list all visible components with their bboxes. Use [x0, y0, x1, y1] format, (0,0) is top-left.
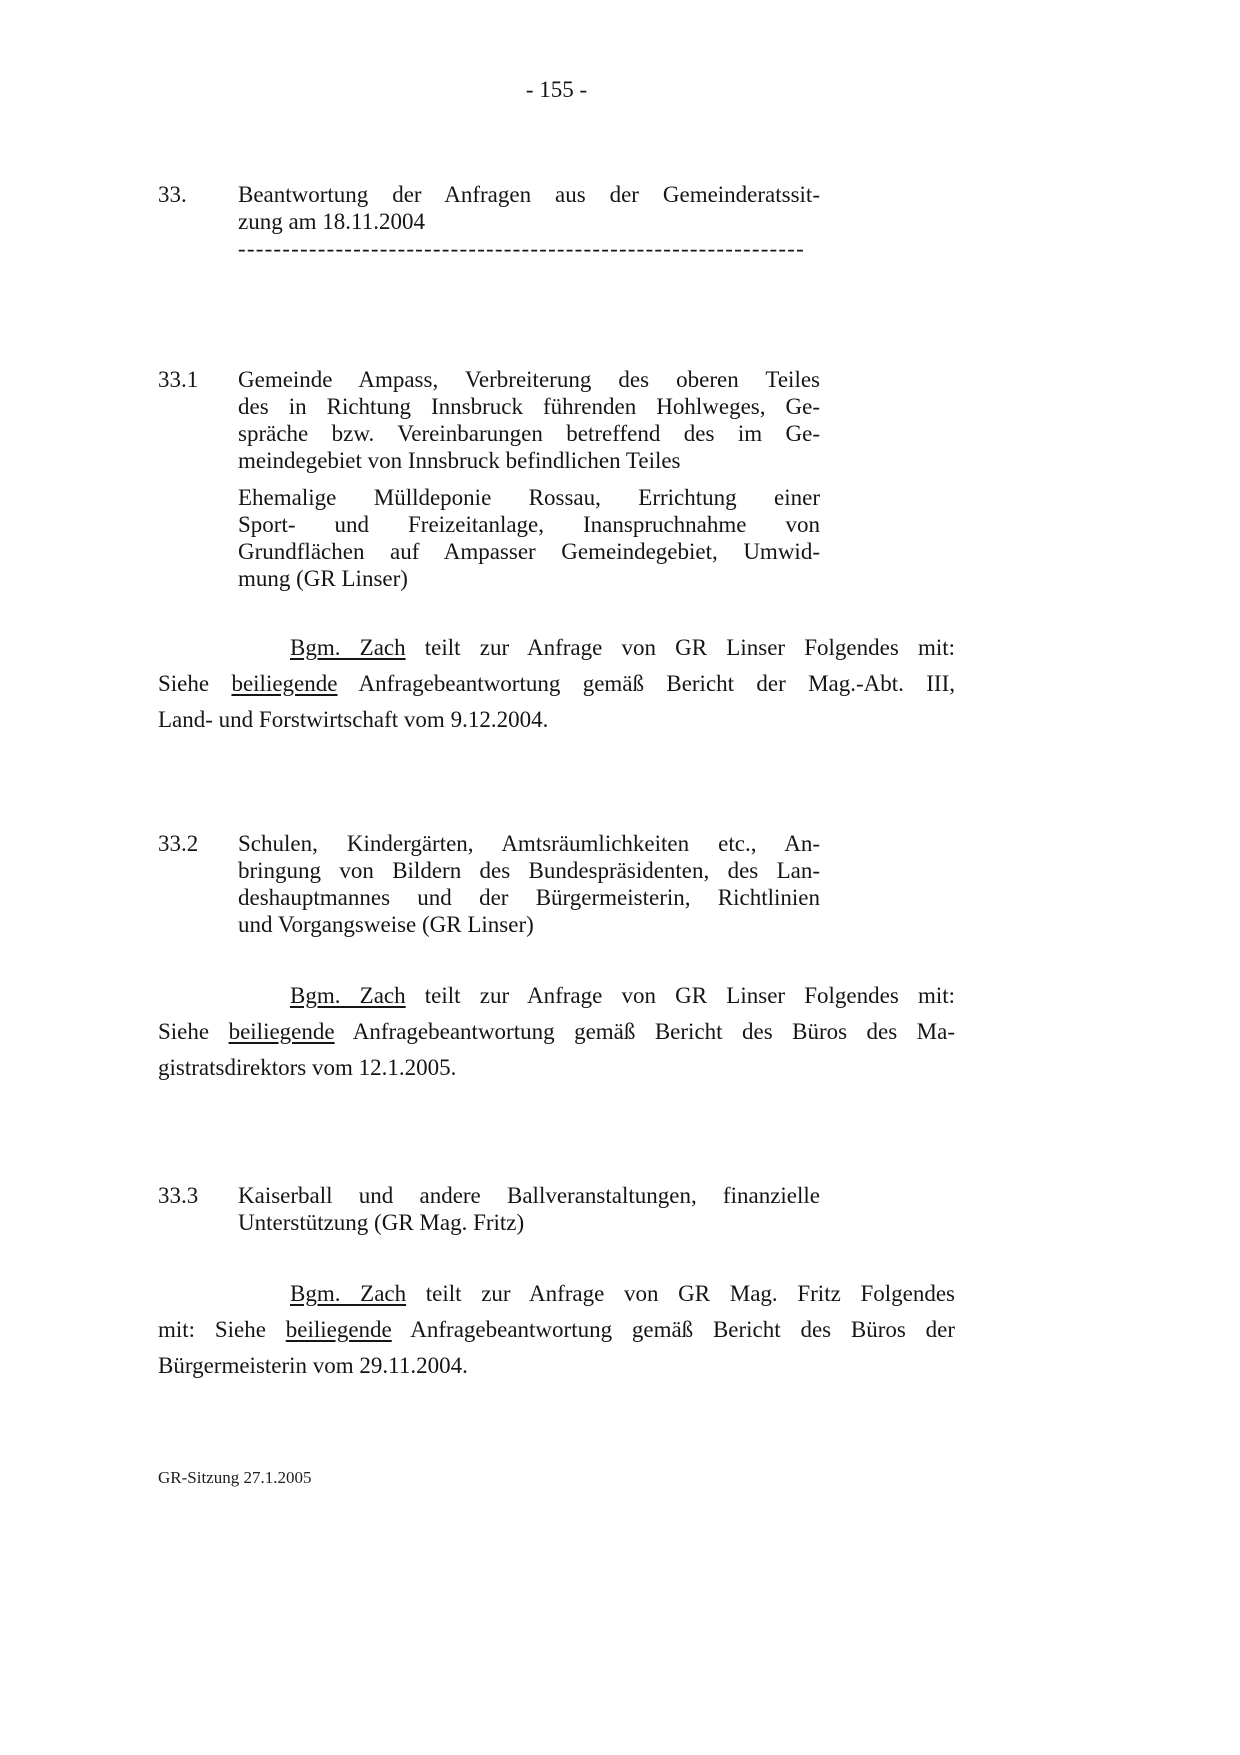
text-segment: Kaiserball und andere Ballveranstaltungen, finanzielle: [238, 1183, 820, 1208]
section-33-heading: [238, 181, 820, 262]
text-segment: Anfragebeantwortung gemäß Bericht der Mag.-Abt. III,: [337, 671, 955, 696]
answer-paragraph-33-3: [158, 1276, 955, 1384]
section-33-number: 33.: [158, 182, 187, 207]
text-segment: bringung von Bildern des Bundespräsidenten, des Lan-: [238, 858, 820, 883]
underlined-text: beiliegende: [231, 671, 338, 696]
text-segment: zung am 18.11.2004: [238, 209, 425, 234]
text-segment: Schulen, Kindergärten, Amtsräumlichkeiten etc., An-: [238, 831, 820, 856]
page-footer: GR-Sitzung 27.1.2005: [158, 1468, 312, 1487]
text-segment: Anfragebeantwortung gemäß Bericht des Büros des Ma-: [334, 1019, 955, 1044]
section-33-2: [158, 830, 955, 938]
section-33-2-heading: [238, 830, 820, 938]
text-segment: mung (GR Linser): [238, 566, 408, 591]
section-33-2-number: 33.2: [158, 831, 199, 856]
text-segment: Grundflächen auf Ampasser Gemeindegebiet, Umwid-: [238, 539, 820, 564]
section-33-3: [158, 1182, 955, 1236]
section-33-rule: ----------------------------------------------------------------: [238, 236, 805, 261]
text-segment: und Vorgangsweise (GR Linser): [238, 912, 534, 937]
text-segment: Gemeinde Ampass, Verbreiterung des oberen Teiles: [238, 367, 820, 392]
section-33-3-number: 33.3: [158, 1183, 199, 1208]
text-segment: deshauptmannes und der Bürgermeisterin, Richtlinien: [238, 885, 820, 910]
underlined-text: Bgm. Zach: [290, 983, 406, 1008]
text-segment: meindegebiet von Innsbruck befindlichen Teiles: [238, 448, 681, 473]
section-33-title: [238, 181, 820, 235]
text-segment: Siehe: [158, 671, 232, 696]
text-segment: des in Richtung Innsbruck führenden Hohlweges, Ge-: [238, 394, 820, 419]
text-segment: Land- und Forstwirtschaft vom 9.12.2004.: [158, 707, 549, 732]
page-number: - 155 -: [525, 77, 588, 102]
text-segment: teilt zur Anfrage von GR Mag. Fritz Folgendes: [406, 1281, 956, 1306]
text-segment: Beantwortung der Anfragen aus der Gemeinderatssit-: [238, 182, 820, 207]
text-segment: Anfragebeantwortung gemäß Bericht des Büros der: [391, 1317, 955, 1342]
text-segment: Ehemalige Mülldeponie Rossau, Errichtung einer: [238, 485, 820, 510]
answer-paragraph-33-2: [158, 978, 955, 1086]
section-33-1: [158, 366, 955, 592]
answer-paragraph-33-1: [158, 630, 955, 738]
text-segment: teilt zur Anfrage von GR Linser Folgendes mit:: [405, 983, 956, 1008]
section-33-1-number: 33.1: [158, 367, 199, 392]
underlined-text: beiliegende: [228, 1019, 335, 1044]
underlined-text: beiliegende: [285, 1317, 392, 1342]
section-33-2-title: [238, 830, 820, 938]
text-segment: teilt zur Anfrage von GR Linser Folgendes mit:: [405, 635, 956, 660]
text-segment: Bürgermeisterin vom 29.11.2004.: [158, 1353, 468, 1378]
text-segment: spräche bzw. Vereinbarungen betreffend des im Ge-: [238, 421, 820, 446]
section-33-3-title: [238, 1182, 820, 1236]
underlined-text: Bgm. Zach: [290, 635, 406, 660]
section-33: [158, 181, 955, 262]
text-segment: Unterstützung (GR Mag. Fritz): [238, 1210, 525, 1235]
section-33-3-heading: [238, 1182, 820, 1236]
section-33-1-subtitle: [238, 484, 820, 592]
section-33-1-heading: [238, 366, 820, 592]
text-segment: gistratsdirektors vom 12.1.2005.: [158, 1055, 457, 1080]
text-segment: mit: Siehe: [158, 1317, 286, 1342]
section-33-1-title: [238, 366, 820, 474]
underlined-text: Bgm. Zach: [290, 1281, 407, 1306]
text-segment: Siehe: [158, 1019, 229, 1044]
text-segment: Sport- und Freizeitanlage, Inanspruchnahme von: [238, 512, 820, 537]
